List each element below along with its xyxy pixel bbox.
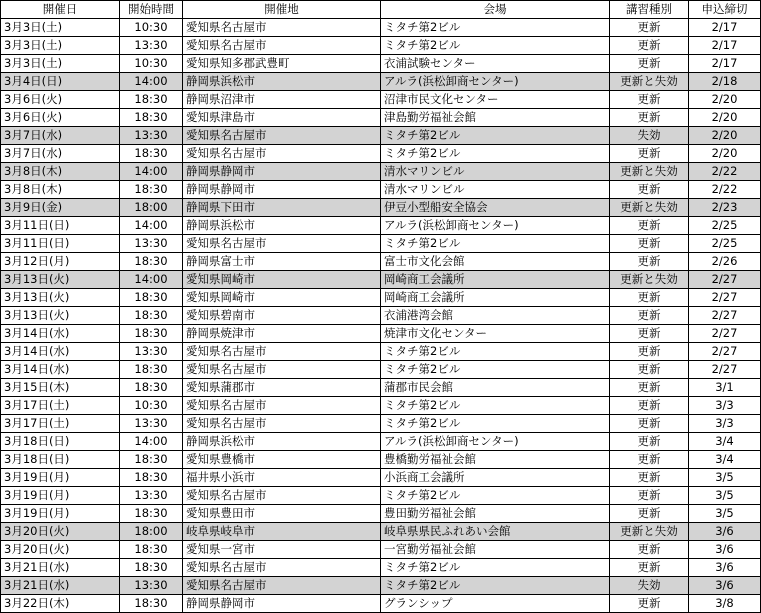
cell-start-time: 13:30 bbox=[120, 37, 183, 55]
cell-start-time: 10:30 bbox=[120, 19, 183, 37]
cell-date: 3月21日(水) bbox=[1, 577, 120, 595]
cell-location: 静岡県下田市 bbox=[183, 199, 381, 217]
cell-deadline: 3/4 bbox=[689, 451, 761, 469]
cell-deadline: 3/4 bbox=[689, 433, 761, 451]
cell-course-type: 更新 bbox=[610, 91, 689, 109]
cell-venue: 岡崎商工会議所 bbox=[381, 271, 610, 289]
table-row bbox=[1, 181, 761, 199]
table-row bbox=[1, 469, 761, 487]
cell-date: 3月14日(水) bbox=[1, 361, 120, 379]
cell-deadline: 2/17 bbox=[689, 19, 761, 37]
cell-deadline: 3/3 bbox=[689, 415, 761, 433]
cell-course-type: 更新 bbox=[610, 55, 689, 73]
cell-location: 愛知県名古屋市 bbox=[183, 37, 381, 55]
cell-date: 3月20日(火) bbox=[1, 523, 120, 541]
cell-venue: 一宮勤労福祉会館 bbox=[381, 541, 610, 559]
header-location: 開催地 bbox=[183, 1, 381, 19]
cell-date: 3月21日(水) bbox=[1, 559, 120, 577]
cell-start-time: 13:30 bbox=[120, 127, 183, 145]
cell-venue: 清水マリンビル bbox=[381, 181, 610, 199]
cell-course-type: 更新と失効 bbox=[610, 271, 689, 289]
cell-course-type: 更新 bbox=[610, 253, 689, 271]
cell-start-time: 14:00 bbox=[120, 73, 183, 91]
cell-deadline: 2/18 bbox=[689, 73, 761, 91]
table-row bbox=[1, 19, 761, 37]
cell-location: 静岡県浜松市 bbox=[183, 433, 381, 451]
cell-location: 愛知県豊橋市 bbox=[183, 451, 381, 469]
cell-location: 愛知県岡崎市 bbox=[183, 271, 381, 289]
cell-start-time: 13:30 bbox=[120, 577, 183, 595]
cell-venue: ミタチ第2ビル bbox=[381, 361, 610, 379]
table-row bbox=[1, 37, 761, 55]
cell-deadline: 2/25 bbox=[689, 235, 761, 253]
cell-location: 静岡県静岡市 bbox=[183, 163, 381, 181]
table-row bbox=[1, 397, 761, 415]
cell-date: 3月8日(木) bbox=[1, 181, 120, 199]
cell-date: 3月3日(土) bbox=[1, 55, 120, 73]
cell-location: 静岡県焼津市 bbox=[183, 325, 381, 343]
cell-course-type: 更新 bbox=[610, 181, 689, 199]
cell-date: 3月12日(月) bbox=[1, 253, 120, 271]
cell-deadline: 2/17 bbox=[689, 37, 761, 55]
cell-date: 3月13日(火) bbox=[1, 289, 120, 307]
cell-course-type: 更新 bbox=[610, 505, 689, 523]
cell-course-type: 更新 bbox=[610, 469, 689, 487]
cell-venue: 豊橋勤労福祉会館 bbox=[381, 451, 610, 469]
cell-location: 愛知県名古屋市 bbox=[183, 19, 381, 37]
table-row bbox=[1, 289, 761, 307]
cell-location: 愛知県碧南市 bbox=[183, 307, 381, 325]
cell-deadline: 2/17 bbox=[689, 55, 761, 73]
table-row bbox=[1, 109, 761, 127]
cell-venue: ミタチ第2ビル bbox=[381, 559, 610, 577]
cell-start-time: 18:30 bbox=[120, 253, 183, 271]
cell-location: 愛知県名古屋市 bbox=[183, 487, 381, 505]
table-row bbox=[1, 55, 761, 73]
cell-course-type: 更新 bbox=[610, 307, 689, 325]
cell-location: 静岡県浜松市 bbox=[183, 217, 381, 235]
cell-course-type: 更新 bbox=[610, 145, 689, 163]
header-row bbox=[1, 1, 761, 19]
cell-date: 3月19日(月) bbox=[1, 505, 120, 523]
cell-venue: 伊豆小型船安全協会 bbox=[381, 199, 610, 217]
cell-location: 愛知県名古屋市 bbox=[183, 361, 381, 379]
cell-deadline: 3/5 bbox=[689, 487, 761, 505]
cell-start-time: 14:00 bbox=[120, 163, 183, 181]
cell-deadline: 3/6 bbox=[689, 541, 761, 559]
cell-course-type: 更新 bbox=[610, 451, 689, 469]
cell-date: 3月13日(火) bbox=[1, 271, 120, 289]
cell-venue: 衣浦港湾会館 bbox=[381, 307, 610, 325]
table-row bbox=[1, 73, 761, 91]
cell-start-time: 13:30 bbox=[120, 487, 183, 505]
cell-start-time: 18:30 bbox=[120, 361, 183, 379]
cell-deadline: 2/22 bbox=[689, 163, 761, 181]
cell-date: 3月14日(水) bbox=[1, 325, 120, 343]
cell-venue: ミタチ第2ビル bbox=[381, 397, 610, 415]
cell-start-time: 14:00 bbox=[120, 217, 183, 235]
table-row bbox=[1, 91, 761, 109]
cell-course-type: 失効 bbox=[610, 577, 689, 595]
cell-location: 静岡県静岡市 bbox=[183, 595, 381, 613]
cell-start-time: 18:30 bbox=[120, 325, 183, 343]
table-row bbox=[1, 253, 761, 271]
cell-date: 3月11日(日) bbox=[1, 217, 120, 235]
table-row bbox=[1, 271, 761, 289]
cell-date: 3月20日(火) bbox=[1, 541, 120, 559]
cell-location: 愛知県名古屋市 bbox=[183, 577, 381, 595]
cell-start-time: 18:30 bbox=[120, 505, 183, 523]
cell-venue: ミタチ第2ビル bbox=[381, 19, 610, 37]
cell-course-type: 更新 bbox=[610, 541, 689, 559]
cell-deadline: 3/5 bbox=[689, 469, 761, 487]
cell-course-type: 更新 bbox=[610, 433, 689, 451]
cell-date: 3月19日(月) bbox=[1, 469, 120, 487]
cell-venue: 豊田勤労福祉会館 bbox=[381, 505, 610, 523]
cell-start-time: 18:30 bbox=[120, 559, 183, 577]
cell-course-type: 更新 bbox=[610, 595, 689, 613]
cell-deadline: 2/27 bbox=[689, 271, 761, 289]
cell-deadline: 2/20 bbox=[689, 109, 761, 127]
cell-location: 福井県小浜市 bbox=[183, 469, 381, 487]
table-row bbox=[1, 127, 761, 145]
cell-start-time: 18:30 bbox=[120, 91, 183, 109]
cell-deadline: 2/20 bbox=[689, 91, 761, 109]
cell-location: 愛知県名古屋市 bbox=[183, 145, 381, 163]
table-row bbox=[1, 433, 761, 451]
cell-date: 3月15日(木) bbox=[1, 379, 120, 397]
cell-date: 3月11日(日) bbox=[1, 235, 120, 253]
cell-start-time: 18:30 bbox=[120, 307, 183, 325]
table-row bbox=[1, 343, 761, 361]
table-row bbox=[1, 325, 761, 343]
cell-location: 静岡県富士市 bbox=[183, 253, 381, 271]
cell-location: 愛知県名古屋市 bbox=[183, 559, 381, 577]
table-row bbox=[1, 379, 761, 397]
table-row bbox=[1, 415, 761, 433]
cell-date: 3月3日(土) bbox=[1, 19, 120, 37]
cell-venue: ミタチ第2ビル bbox=[381, 577, 610, 595]
cell-start-time: 13:30 bbox=[120, 235, 183, 253]
cell-date: 3月22日(木) bbox=[1, 595, 120, 613]
cell-date: 3月18日(日) bbox=[1, 433, 120, 451]
cell-course-type: 更新と失効 bbox=[610, 523, 689, 541]
cell-course-type: 更新 bbox=[610, 37, 689, 55]
cell-venue: 小浜商工会議所 bbox=[381, 469, 610, 487]
cell-venue: ミタチ第2ビル bbox=[381, 235, 610, 253]
cell-location: 愛知県岡崎市 bbox=[183, 289, 381, 307]
cell-deadline: 2/25 bbox=[689, 217, 761, 235]
cell-venue: アルラ(浜松卸商センター) bbox=[381, 73, 610, 91]
cell-date: 3月14日(水) bbox=[1, 343, 120, 361]
cell-date: 3月19日(月) bbox=[1, 487, 120, 505]
cell-venue: 津島勤労福祉会館 bbox=[381, 109, 610, 127]
cell-date: 3月6日(火) bbox=[1, 91, 120, 109]
cell-course-type: 更新 bbox=[610, 289, 689, 307]
table-row bbox=[1, 487, 761, 505]
cell-deadline: 2/26 bbox=[689, 253, 761, 271]
table-row bbox=[1, 595, 761, 613]
cell-deadline: 2/27 bbox=[689, 307, 761, 325]
cell-course-type: 更新 bbox=[610, 325, 689, 343]
cell-date: 3月7日(水) bbox=[1, 127, 120, 145]
cell-venue: ミタチ第2ビル bbox=[381, 37, 610, 55]
cell-deadline: 2/20 bbox=[689, 145, 761, 163]
cell-start-time: 10:30 bbox=[120, 397, 183, 415]
cell-start-time: 18:30 bbox=[120, 541, 183, 559]
cell-course-type: 更新と失効 bbox=[610, 163, 689, 181]
cell-location: 静岡県静岡市 bbox=[183, 181, 381, 199]
cell-course-type: 更新 bbox=[610, 109, 689, 127]
cell-course-type: 更新 bbox=[610, 19, 689, 37]
cell-date: 3月18日(日) bbox=[1, 451, 120, 469]
cell-course-type: 更新 bbox=[610, 343, 689, 361]
table-row bbox=[1, 361, 761, 379]
cell-venue: 焼津市文化センター bbox=[381, 325, 610, 343]
cell-venue: ミタチ第2ビル bbox=[381, 127, 610, 145]
header-course-type: 講習種別 bbox=[610, 1, 689, 19]
cell-date: 3月8日(木) bbox=[1, 163, 120, 181]
cell-start-time: 18:30 bbox=[120, 451, 183, 469]
cell-deadline: 3/5 bbox=[689, 505, 761, 523]
cell-start-time: 14:00 bbox=[120, 271, 183, 289]
cell-date: 3月7日(水) bbox=[1, 145, 120, 163]
cell-start-time: 18:00 bbox=[120, 199, 183, 217]
cell-deadline: 3/6 bbox=[689, 577, 761, 595]
cell-start-time: 13:30 bbox=[120, 415, 183, 433]
cell-deadline: 3/6 bbox=[689, 523, 761, 541]
table-row bbox=[1, 541, 761, 559]
cell-course-type: 更新 bbox=[610, 217, 689, 235]
cell-course-type: 更新 bbox=[610, 397, 689, 415]
cell-location: 静岡県浜松市 bbox=[183, 73, 381, 91]
cell-venue: 岐阜県県民ふれあい会館 bbox=[381, 523, 610, 541]
cell-start-time: 18:30 bbox=[120, 595, 183, 613]
cell-venue: 清水マリンビル bbox=[381, 163, 610, 181]
cell-date: 3月17日(土) bbox=[1, 397, 120, 415]
table-row bbox=[1, 199, 761, 217]
table-row bbox=[1, 163, 761, 181]
cell-start-time: 18:30 bbox=[120, 379, 183, 397]
table-row bbox=[1, 145, 761, 163]
table-row bbox=[1, 217, 761, 235]
cell-start-time: 18:30 bbox=[120, 181, 183, 199]
cell-location: 愛知県名古屋市 bbox=[183, 397, 381, 415]
cell-location: 岐阜県岐阜市 bbox=[183, 523, 381, 541]
cell-start-time: 13:30 bbox=[120, 343, 183, 361]
cell-start-time: 18:30 bbox=[120, 469, 183, 487]
cell-course-type: 更新 bbox=[610, 379, 689, 397]
header-venue: 会場 bbox=[381, 1, 610, 19]
cell-date: 3月17日(土) bbox=[1, 415, 120, 433]
cell-location: 愛知県知多郡武豊町 bbox=[183, 55, 381, 73]
cell-venue: アルラ(浜松卸商センター) bbox=[381, 433, 610, 451]
cell-location: 愛知県一宮市 bbox=[183, 541, 381, 559]
cell-location: 愛知県蒲郡市 bbox=[183, 379, 381, 397]
cell-deadline: 3/6 bbox=[689, 559, 761, 577]
cell-date: 3月4日(日) bbox=[1, 73, 120, 91]
cell-location: 愛知県名古屋市 bbox=[183, 343, 381, 361]
cell-location: 愛知県名古屋市 bbox=[183, 415, 381, 433]
cell-start-time: 18:30 bbox=[120, 145, 183, 163]
cell-course-type: 更新 bbox=[610, 361, 689, 379]
cell-venue: ミタチ第2ビル bbox=[381, 415, 610, 433]
cell-date: 3月13日(火) bbox=[1, 307, 120, 325]
cell-venue: ミタチ第2ビル bbox=[381, 145, 610, 163]
header-date: 開催日 bbox=[1, 1, 120, 19]
table-body bbox=[1, 19, 761, 613]
cell-venue: グランシップ bbox=[381, 595, 610, 613]
header-start-time: 開始時間 bbox=[120, 1, 183, 19]
cell-course-type: 更新と失効 bbox=[610, 73, 689, 91]
cell-deadline: 3/1 bbox=[689, 379, 761, 397]
table-row bbox=[1, 307, 761, 325]
cell-course-type: 失効 bbox=[610, 127, 689, 145]
cell-deadline: 2/27 bbox=[689, 325, 761, 343]
cell-date: 3月9日(金) bbox=[1, 199, 120, 217]
cell-start-time: 18:30 bbox=[120, 289, 183, 307]
table-row bbox=[1, 559, 761, 577]
cell-date: 3月3日(土) bbox=[1, 37, 120, 55]
cell-deadline: 2/20 bbox=[689, 127, 761, 145]
cell-start-time: 18:00 bbox=[120, 523, 183, 541]
cell-venue: アルラ(浜松卸商センター) bbox=[381, 217, 610, 235]
cell-deadline: 3/8 bbox=[689, 595, 761, 613]
cell-deadline: 2/27 bbox=[689, 343, 761, 361]
cell-location: 愛知県名古屋市 bbox=[183, 127, 381, 145]
cell-deadline: 2/27 bbox=[689, 289, 761, 307]
cell-deadline: 2/27 bbox=[689, 361, 761, 379]
cell-location: 愛知県豊田市 bbox=[183, 505, 381, 523]
cell-course-type: 更新 bbox=[610, 235, 689, 253]
cell-location: 愛知県名古屋市 bbox=[183, 235, 381, 253]
cell-deadline: 2/22 bbox=[689, 181, 761, 199]
cell-start-time: 14:00 bbox=[120, 433, 183, 451]
cell-venue: 衣浦試験センター bbox=[381, 55, 610, 73]
table-row bbox=[1, 235, 761, 253]
cell-start-time: 10:30 bbox=[120, 55, 183, 73]
table-row bbox=[1, 523, 761, 541]
cell-deadline: 3/3 bbox=[689, 397, 761, 415]
cell-location: 愛知県津島市 bbox=[183, 109, 381, 127]
cell-course-type: 更新と失効 bbox=[610, 199, 689, 217]
cell-date: 3月6日(火) bbox=[1, 109, 120, 127]
table-row bbox=[1, 451, 761, 469]
cell-course-type: 更新 bbox=[610, 487, 689, 505]
cell-course-type: 更新 bbox=[610, 559, 689, 577]
cell-deadline: 2/23 bbox=[689, 199, 761, 217]
cell-venue: ミタチ第2ビル bbox=[381, 343, 610, 361]
table-row bbox=[1, 577, 761, 595]
cell-venue: 富士市文化会館 bbox=[381, 253, 610, 271]
cell-course-type: 更新 bbox=[610, 415, 689, 433]
header-deadline: 申込締切 bbox=[689, 1, 761, 19]
cell-venue: 岡崎商工会議所 bbox=[381, 289, 610, 307]
cell-start-time: 18:30 bbox=[120, 109, 183, 127]
cell-venue: ミタチ第2ビル bbox=[381, 487, 610, 505]
cell-location: 静岡県沼津市 bbox=[183, 91, 381, 109]
cell-venue: 沼津市民文化センター bbox=[381, 91, 610, 109]
cell-venue: 蒲郡市民会館 bbox=[381, 379, 610, 397]
table-row bbox=[1, 505, 761, 523]
